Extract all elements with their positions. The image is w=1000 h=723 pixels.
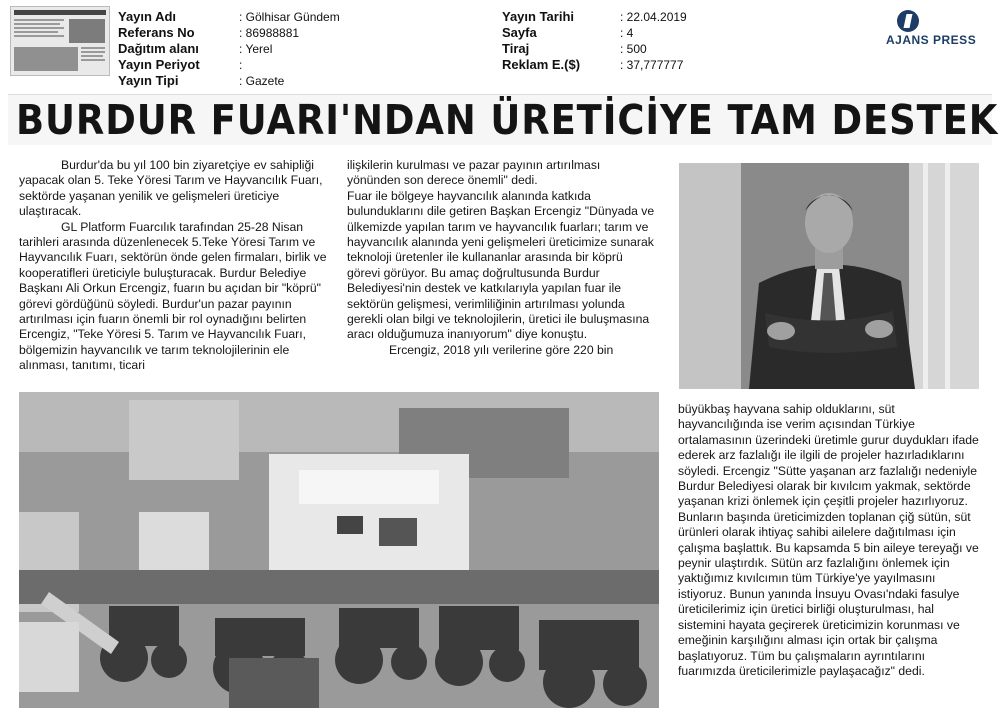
article-headline: BURDUR FUARI'NDAN ÜRETİCİYE TAM DESTEK	[16, 96, 999, 144]
meta-label-reklam: Reklam E.($)	[502, 57, 581, 72]
meta-value-yayin-periyot: :	[239, 58, 243, 72]
meta-label-dagitim-alani: Dağıtım alanı	[118, 41, 199, 56]
col1-paragraph-2: GL Platform Fuarcılık tarafından 25-28 Nisan tarihleri arasında düzenlenecek 5.Teke Yöresi Tarım ve Hayvancılık Fuarı, sektörün önde gelen firmaları, birlik ve kooperatifleri üreticiyle buluşturacak. Burdur Belediye Başkanı Ali Orkun Ercengiz, fuarın bu açıdan bir "köprü" görevi gördüğünü söyledi. Burdur'un pazar payının artırılması için fuarın önemli bir rol oynadığını belirten Ercengiz, "Teke Yöresi 5. Tarım ve Hayvancılık Fuarı, bölgemizin hayvancılık ve tarım teknolojilerinin ele alınması, tanıtımı, ticari	[19, 219, 327, 373]
meta-value-reklam: : 37,777777	[620, 58, 684, 72]
clipping-thumbnail[interactable]	[10, 6, 110, 76]
meta-value-yayin-tarihi: : 22.04.2019	[620, 10, 687, 24]
meta-label-yayin-tipi: Yayın Tipi	[118, 73, 179, 88]
meta-label-yayin-adi: Yayın Adı	[118, 9, 177, 24]
meta-value-yayin-adi: : Gölhisar Gündem	[239, 10, 340, 24]
meta-label-sayfa: Sayfa	[502, 25, 537, 40]
col3-paragraph-1: büyükbaş hayvana sahip olduklarını, süt hayvancılığında ise verim açısından Türkiye ortalamasının üzerindeki üretimle gurur duydukları ifade ederek arz fazlalığı ile ilgili de projeler hazırladıklarını söyledi. Ercengiz "Sütte yaşanan arz fazlalığı nedeniyle Burdur Belediyesi olarak bir kıvılcım yakmak, sektörde yaşanan krizi önlemek için çeşitli projeler hazırlıyoruz. Bunların başında üreticimizden toplanan çiğ sütün, süt ürünleri olarak ihtiyaç sahibi ailelere dağıtılması için çalışma başlattık. Bu kapsamda 5 bin aileye tereyağı ve peynir ulaştırdık. Sütün arz fazlalığını önlemek için yaktığımız kıvılcımın tüm Türkiye'ye yayılmasını istiyoruz. Bunun yanında İnsuyu Ovası'ndaki fasulye üreticilerimiz için üretici birliği oluşturulması, hal sistemini hayata geçirerek üreticimizin korunması ve emeğinin karşılığını alması için ortak bir çalışma başlatıyoruz. Tüm bu çalışmaların ayrıntılarını fuarımızda üreticilerimizle paylaşacağız" dedi.	[678, 402, 979, 678]
meta-value-dagitim-alani: : Yerel	[239, 42, 273, 56]
fair-tractors-photo	[19, 392, 659, 708]
meta-value-tiraj: : 500	[620, 42, 647, 56]
meta-label-tiraj: Tiraj	[502, 41, 530, 56]
article-column-3	[678, 402, 982, 679]
meta-value-sayfa: : 4	[620, 26, 634, 40]
col1-paragraph-1: Burdur'da bu yıl 100 bin ziyaretçiye ev sahipliği yapacak olan 5. Teke Yöresi Tarım ve Hayvancılık Fuarı, sektörde yaşanan yenilik ve gelişmeleri üreticiye ulaştıracak.	[19, 158, 323, 219]
meta-value-yayin-tipi: : Gazete	[239, 74, 285, 88]
article-column-2	[347, 158, 655, 358]
brand-name: AJANS PRESS	[886, 33, 977, 47]
article-column-1	[19, 158, 327, 374]
col2-paragraph-2: Fuar ile bölgeye hayvancılık alanında katkıda bulunduklarını dile getiren Başkan Ercengiz "Dünyada ve ülkemizde yapılan tarım ve hayvancılık fuarları; tarım ve hayvancılık alanında yeni gelişmeleri üreticimize sunarak teknoloji üretenler ile kullananlar arasında bir köprü görevi görüyor. Bu amaç doğrultusunda Burdur Belediyesi'nin destek ve katkılarıyla yapılan fuar ile sektörün gelişmesi, verimliliğinin artırılması yolunda gerekli olan bilgi ve teknolojilerin, üretici ile buluşmasına aracı olduğumuza inanıyorum" diye konuştu.	[347, 188, 655, 342]
meta-value-referans-no: : 86988881	[239, 26, 300, 40]
col2-paragraph-3: Ercengiz, 2018 yılı verilerine göre 220 bin	[389, 342, 614, 357]
meta-label-referans-no: Referans No	[118, 25, 195, 40]
meta-label-yayin-tarihi: Yayın Tarihi	[502, 9, 575, 24]
mayor-portrait-photo	[679, 163, 979, 389]
meta-label-yayin-periyot: Yayın Periyot	[118, 57, 200, 72]
ajans-press-logo-icon	[897, 10, 919, 32]
col2-paragraph-1: ilişkilerin kurulması ve pazar payının artırılması yönünden son derece önemli" dedi.	[347, 158, 601, 188]
